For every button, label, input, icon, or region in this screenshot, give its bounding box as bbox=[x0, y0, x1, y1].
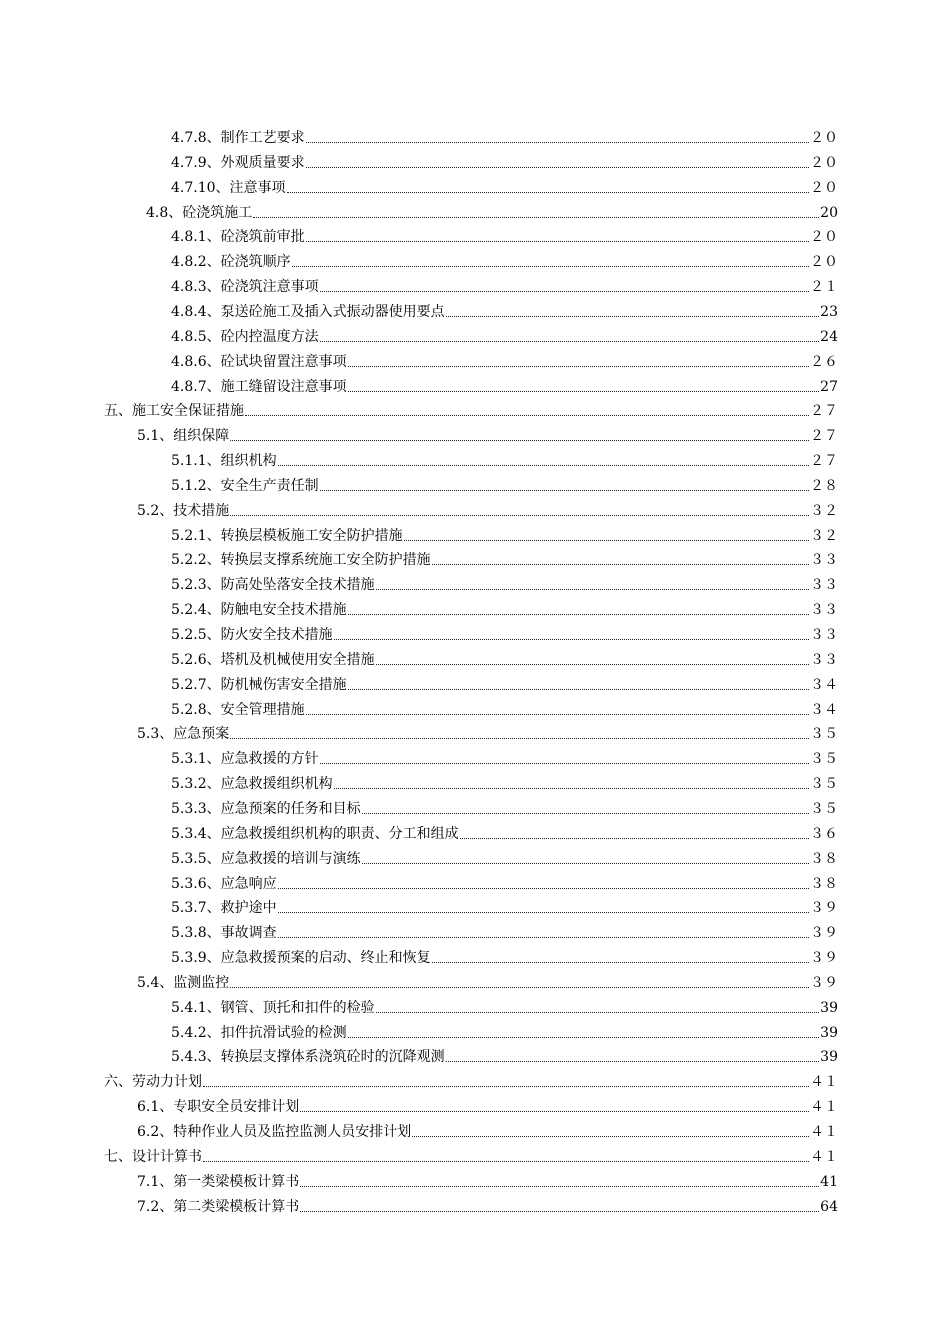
toc-entry-label: 5.3.9、应急救援预案的启动、终止和恢复 bbox=[171, 950, 431, 967]
toc-entry-page-number: ３３ bbox=[810, 577, 838, 594]
toc-entry-page-number: ２７ bbox=[810, 428, 838, 445]
toc-entry-page-number: ３３ bbox=[810, 627, 838, 643]
toc-entry-page-number: ３４ bbox=[810, 676, 838, 693]
toc-entry-label: 7.2、第二类梁模板计算书 bbox=[137, 1198, 300, 1215]
toc-entry[interactable] bbox=[171, 598, 838, 618]
toc-dot-leader bbox=[362, 813, 809, 814]
toc-entry-label: 5.3.6、应急响应 bbox=[171, 875, 277, 892]
toc-entry-page-number: ４１ bbox=[810, 1148, 838, 1165]
toc-entry-label: 5.4.1、钢管、顶托和扣件的检验 bbox=[171, 999, 375, 1016]
toc-dot-leader bbox=[278, 465, 809, 466]
toc-dot-leader bbox=[230, 515, 809, 516]
toc-entry[interactable] bbox=[171, 822, 838, 842]
toc-entry-page-number: ３５ bbox=[810, 776, 838, 793]
toc-dot-leader bbox=[320, 763, 809, 764]
toc-entry-page-number: ２１ bbox=[810, 279, 838, 296]
toc-entry-label: 4.8.3、砼浇筑注意事项 bbox=[171, 279, 319, 296]
toc-entry-page-number: ２６ bbox=[810, 353, 838, 370]
toc-entry-label: 5.1、组织保障 bbox=[137, 428, 230, 445]
toc-entry-page-number: ３９ bbox=[810, 925, 838, 942]
toc-entry[interactable] bbox=[171, 375, 838, 395]
toc-entry-label: 6.1、专职安全员安排计划 bbox=[137, 1099, 300, 1116]
toc-dot-leader bbox=[306, 167, 809, 168]
toc-entry-label: 4.7.8、制作工艺要求 bbox=[171, 130, 305, 146]
toc-dot-leader bbox=[348, 614, 809, 615]
toc-dot-leader bbox=[446, 316, 820, 317]
toc-entry[interactable] bbox=[171, 449, 838, 469]
toc-entry[interactable] bbox=[171, 797, 838, 817]
toc-entry-label: 4.8.1、砼浇筑前审批 bbox=[171, 229, 305, 246]
toc-entry-label: 4.8.2、砼浇筑顺序 bbox=[171, 254, 291, 271]
toc-dot-leader bbox=[292, 266, 809, 267]
toc-entry-label: 六、劳动力计划 bbox=[104, 1074, 202, 1091]
toc-dot-leader bbox=[460, 838, 809, 839]
toc-entry-page-number: 27 bbox=[820, 378, 838, 395]
toc-entry-label: 5.2.8、安全管理措施 bbox=[171, 701, 305, 718]
toc-dot-leader bbox=[412, 1136, 809, 1137]
toc-entry-page-number: ２０ bbox=[810, 179, 838, 196]
toc-dot-leader bbox=[348, 366, 809, 367]
toc-entry-label: 5.2.2、转换层支撑系统施工安全防护措施 bbox=[171, 552, 431, 569]
toc-entry[interactable] bbox=[171, 176, 838, 196]
toc-entry-page-number: ２０ bbox=[810, 254, 838, 271]
toc-dot-leader bbox=[348, 391, 820, 392]
toc-entry[interactable] bbox=[171, 996, 838, 1016]
toc-dot-leader bbox=[306, 241, 809, 242]
toc-dot-leader bbox=[278, 888, 809, 889]
toc-entry-label: 4.8.5、砼内控温度方法 bbox=[171, 328, 319, 345]
toc-entry[interactable] bbox=[171, 275, 838, 295]
toc-dot-leader bbox=[334, 639, 809, 640]
toc-entry-page-number: 41 bbox=[820, 1173, 838, 1190]
toc-entry-page-number: ２８ bbox=[810, 477, 838, 494]
toc-entry[interactable] bbox=[171, 1045, 838, 1065]
toc-entry-page-number: ３６ bbox=[810, 825, 838, 842]
toc-entry-page-number: ２０ bbox=[810, 130, 838, 146]
toc-entry-label: 4.7.9、外观质量要求 bbox=[171, 154, 305, 171]
toc-entry-page-number: ２０ bbox=[810, 229, 838, 246]
toc-entry-label: 5.4、监测监控 bbox=[137, 974, 230, 991]
toc-entry-page-number: 24 bbox=[820, 328, 838, 345]
toc-entry[interactable] bbox=[171, 673, 838, 693]
toc-entry-page-number: ３５ bbox=[810, 800, 838, 817]
toc-entry-page-number: ３４ bbox=[810, 701, 838, 718]
toc-entry[interactable] bbox=[137, 1195, 838, 1215]
toc-entry-label: 5.2.7、防机械伤害安全措施 bbox=[171, 676, 347, 693]
toc-entry-page-number: ２０ bbox=[810, 154, 838, 171]
toc-entry[interactable] bbox=[137, 424, 838, 444]
toc-entry-label: 5.3、应急预案 bbox=[137, 726, 230, 743]
toc-dot-leader bbox=[320, 490, 809, 491]
toc-entry[interactable] bbox=[137, 1095, 838, 1115]
toc-entry-page-number: ３２ bbox=[810, 527, 838, 544]
toc-dot-leader bbox=[306, 142, 809, 143]
toc-entry[interactable] bbox=[171, 772, 838, 792]
toc-entry-page-number: ２７ bbox=[810, 453, 838, 470]
toc-entry[interactable] bbox=[137, 1120, 838, 1140]
toc-entry[interactable] bbox=[171, 548, 838, 568]
toc-entry[interactable] bbox=[137, 971, 838, 991]
toc-entry[interactable] bbox=[171, 698, 838, 718]
toc-dot-leader bbox=[320, 341, 820, 342]
toc-entry-label: 5.1.1、组织机构 bbox=[171, 453, 277, 470]
toc-entry-page-number: 20 bbox=[820, 204, 838, 221]
toc-entry-page-number: ３３ bbox=[810, 651, 838, 668]
toc-entry[interactable] bbox=[171, 847, 838, 867]
toc-entry[interactable] bbox=[104, 1070, 838, 1090]
toc-dot-leader bbox=[334, 788, 809, 789]
toc-entry[interactable] bbox=[137, 722, 838, 742]
toc-entry-label: 4.8.6、砼试块留置注意事项 bbox=[171, 353, 347, 370]
toc-dot-leader bbox=[230, 738, 809, 739]
toc-entry-label: 4.7.10、注意事项 bbox=[171, 179, 286, 196]
toc-entry[interactable] bbox=[104, 1145, 838, 1165]
toc-entry-page-number: 64 bbox=[820, 1198, 838, 1215]
toc-dot-leader bbox=[278, 912, 809, 913]
toc-dot-leader bbox=[362, 863, 809, 864]
toc-entry[interactable] bbox=[171, 648, 838, 668]
toc-entry-page-number: ３９ bbox=[810, 900, 838, 917]
toc-entry-label: 5.3.1、应急救援的方针 bbox=[171, 751, 319, 768]
toc-entry-page-number: ２７ bbox=[810, 403, 838, 420]
toc-entry[interactable] bbox=[171, 747, 838, 767]
toc-entry-page-number: 39 bbox=[820, 1024, 838, 1041]
toc-entry[interactable] bbox=[171, 896, 838, 916]
toc-entry[interactable] bbox=[146, 201, 838, 221]
toc-dot-leader bbox=[348, 1037, 820, 1038]
toc-entry-label: 5.1.2、安全生产责任制 bbox=[171, 477, 319, 494]
toc-entry-page-number: ３２ bbox=[810, 502, 838, 519]
toc-entry-page-number: 39 bbox=[820, 1049, 838, 1066]
toc-entry-label: 4.8.4、泵送砼施工及插入式振动器使用要点 bbox=[171, 303, 445, 320]
toc-dot-leader bbox=[203, 1161, 809, 1162]
toc-entry[interactable] bbox=[104, 399, 838, 419]
toc-dot-leader bbox=[230, 440, 809, 441]
toc-entry-label: 5.2、技术措施 bbox=[137, 502, 230, 519]
toc-dot-leader bbox=[376, 589, 809, 590]
toc-entry-page-number: ４１ bbox=[810, 1099, 838, 1116]
toc-entry-label: 5.3.2、应急救援组织机构 bbox=[171, 776, 333, 793]
toc-dot-leader bbox=[300, 1111, 809, 1112]
toc-dot-leader bbox=[306, 714, 809, 715]
toc-entry-label: 6.2、特种作业人员及监控监测人员安排计划 bbox=[137, 1124, 412, 1140]
toc-entry-label: 5.4.2、扣件抗滑试验的检测 bbox=[171, 1024, 347, 1041]
toc-entry[interactable] bbox=[171, 946, 838, 966]
toc-entry[interactable] bbox=[171, 325, 838, 345]
toc-entry-label: 5.3.3、应急预案的任务和目标 bbox=[171, 800, 361, 817]
toc-dot-leader bbox=[300, 1186, 819, 1187]
toc-dot-leader bbox=[404, 540, 809, 541]
toc-entry-label: 5.2.1、转换层模板施工安全防护措施 bbox=[171, 527, 403, 544]
toc-entry-label: 5.3.8、事故调查 bbox=[171, 925, 277, 942]
toc-entry-label: 4.8、砼浇筑施工 bbox=[146, 204, 253, 221]
toc-entry-label: 5.3.5、应急救援的培训与演练 bbox=[171, 850, 361, 867]
toc-entry-label: 七、设计计算书 bbox=[104, 1148, 202, 1165]
toc-entry[interactable] bbox=[171, 250, 838, 270]
toc-entry[interactable] bbox=[171, 573, 838, 593]
toc-dot-leader bbox=[376, 1012, 820, 1013]
toc-dot-leader bbox=[278, 937, 809, 938]
toc-entry[interactable] bbox=[137, 1170, 838, 1190]
toc-dot-leader bbox=[203, 1086, 809, 1087]
toc-entry-label: 5.2.4、防触电安全技术措施 bbox=[171, 602, 347, 619]
toc-entry-label: 5.3.7、救护途中 bbox=[171, 900, 277, 917]
toc-dot-leader bbox=[432, 962, 809, 963]
toc-entry-page-number: ３３ bbox=[810, 602, 838, 619]
toc-dot-leader bbox=[348, 689, 809, 690]
toc-entry-label: 5.2.3、防高处坠落安全技术措施 bbox=[171, 577, 375, 594]
toc-dot-leader bbox=[376, 664, 809, 665]
toc-dot-leader bbox=[245, 415, 809, 416]
toc-entry-page-number: ３８ bbox=[810, 850, 838, 867]
toc-entry[interactable] bbox=[171, 300, 838, 320]
toc-entry-page-number: ３９ bbox=[810, 950, 838, 967]
toc-entry[interactable] bbox=[171, 872, 838, 892]
toc-entry[interactable] bbox=[171, 921, 838, 941]
toc-entry[interactable] bbox=[171, 225, 838, 245]
toc-entry-label: 五、施工安全保证措施 bbox=[104, 403, 244, 420]
toc-entry-label: 7.1、第一类梁模板计算书 bbox=[137, 1173, 300, 1190]
toc-dot-leader bbox=[287, 192, 809, 193]
toc-entry[interactable] bbox=[171, 1021, 838, 1041]
toc-entry-label: 5.2.5、防火安全技术措施 bbox=[171, 627, 333, 643]
toc-entry-label: 5.4.3、转换层支撑体系浇筑砼时的沉降观测 bbox=[171, 1049, 445, 1066]
toc-entry[interactable] bbox=[171, 474, 838, 494]
toc-entry[interactable] bbox=[171, 350, 838, 370]
toc-entry[interactable] bbox=[171, 151, 838, 171]
toc-dot-leader bbox=[253, 217, 819, 218]
toc-dot-leader bbox=[446, 1061, 820, 1062]
toc-dot-leader bbox=[432, 564, 809, 565]
toc-entry-page-number: ４１ bbox=[810, 1074, 838, 1091]
toc-entry[interactable] bbox=[171, 524, 838, 544]
toc-entry[interactable] bbox=[137, 499, 838, 519]
toc-entry-page-number: 23 bbox=[820, 303, 838, 320]
toc-entry-page-number: ３９ bbox=[810, 974, 838, 991]
toc-entry-page-number: 39 bbox=[820, 999, 838, 1016]
toc-dot-leader bbox=[300, 1211, 819, 1212]
toc-dot-leader bbox=[230, 987, 809, 988]
toc-entry-label: 5.2.6、塔机及机械使用安全措施 bbox=[171, 651, 375, 668]
toc-entry-page-number: ４１ bbox=[810, 1124, 838, 1140]
toc-dot-leader bbox=[320, 291, 809, 292]
toc-entry-page-number: ３５ bbox=[810, 751, 838, 768]
toc-entry[interactable] bbox=[171, 126, 838, 146]
toc-entry-label: 4.8.7、施工缝留设注意事项 bbox=[171, 378, 347, 395]
toc-entry-page-number: ３３ bbox=[810, 552, 838, 569]
toc-entry-page-number: ３５ bbox=[810, 726, 838, 743]
toc-entry[interactable] bbox=[171, 623, 838, 643]
toc-entry-label: 5.3.4、应急救援组织机构的职责、分工和组成 bbox=[171, 825, 459, 842]
toc-entry-page-number: ３８ bbox=[810, 875, 838, 892]
